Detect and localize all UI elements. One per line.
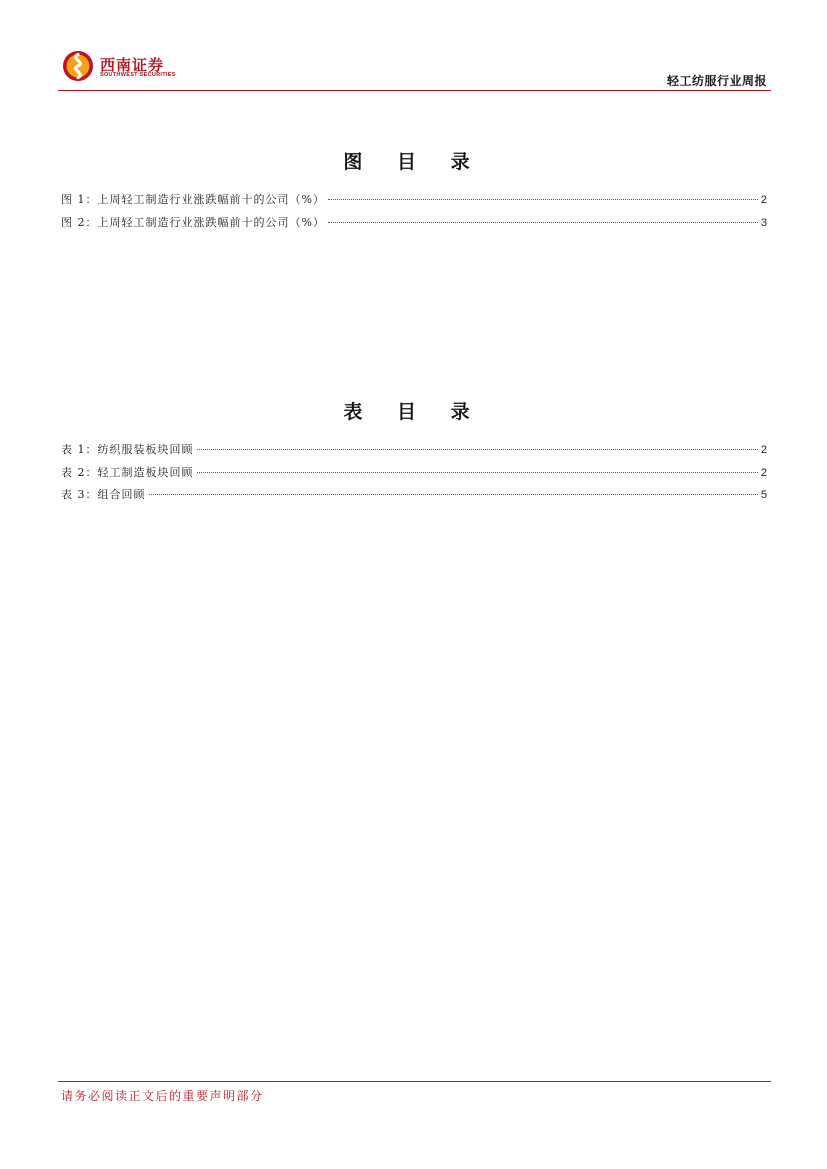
toc-page-number: 5 bbox=[760, 489, 767, 501]
table-toc-list bbox=[61, 441, 767, 509]
logo-text-en: SOUTHWEST SECURITIES bbox=[100, 72, 176, 78]
toc-dot-leader bbox=[197, 449, 758, 450]
toc-entry-label: 图 2：上周轻工制造行业涨跌幅前十的公司（%） bbox=[61, 215, 325, 229]
header-divider bbox=[58, 90, 771, 91]
figure-toc-heading: 图 目 录 bbox=[343, 151, 484, 173]
table-toc-heading: 表 目 录 bbox=[343, 401, 484, 423]
figure-toc-list bbox=[61, 191, 767, 236]
toc-page-number: 2 bbox=[760, 466, 767, 479]
toc-entry-label: 表 3：组合回顾 bbox=[61, 488, 146, 501]
toc-dot-leader bbox=[328, 222, 758, 223]
footer-divider bbox=[58, 1081, 771, 1082]
toc-page-number: 2 bbox=[760, 444, 767, 456]
toc-page-number: 2 bbox=[760, 194, 767, 206]
company-logo bbox=[62, 48, 202, 84]
table-toc-entry[interactable] bbox=[61, 464, 767, 487]
figure-toc-entry[interactable] bbox=[61, 191, 767, 214]
company-logo-icon bbox=[62, 50, 94, 82]
toc-dot-leader bbox=[328, 199, 758, 200]
toc-entry-label: 表 2：轻工制造板块回顾 bbox=[61, 465, 194, 479]
toc-page-number: 3 bbox=[760, 216, 767, 229]
toc-dot-leader bbox=[197, 472, 758, 473]
table-toc-entry[interactable] bbox=[61, 441, 767, 464]
table-toc-entry[interactable] bbox=[61, 486, 767, 509]
toc-dot-leader bbox=[149, 494, 758, 495]
page-header bbox=[58, 48, 771, 92]
logo-text-cn: 西南证券 bbox=[100, 56, 165, 74]
footer-disclaimer: 请务必阅读正文后的重要声明部分 bbox=[61, 1089, 264, 1103]
report-title: 轻工纺服行业周报 bbox=[666, 74, 767, 88]
toc-entry-label: 表 1：纺织服装板块回顾 bbox=[61, 443, 194, 456]
figure-toc-entry[interactable] bbox=[61, 214, 767, 237]
toc-entry-label: 图 1：上周轻工制造行业涨跌幅前十的公司（%） bbox=[61, 193, 325, 206]
